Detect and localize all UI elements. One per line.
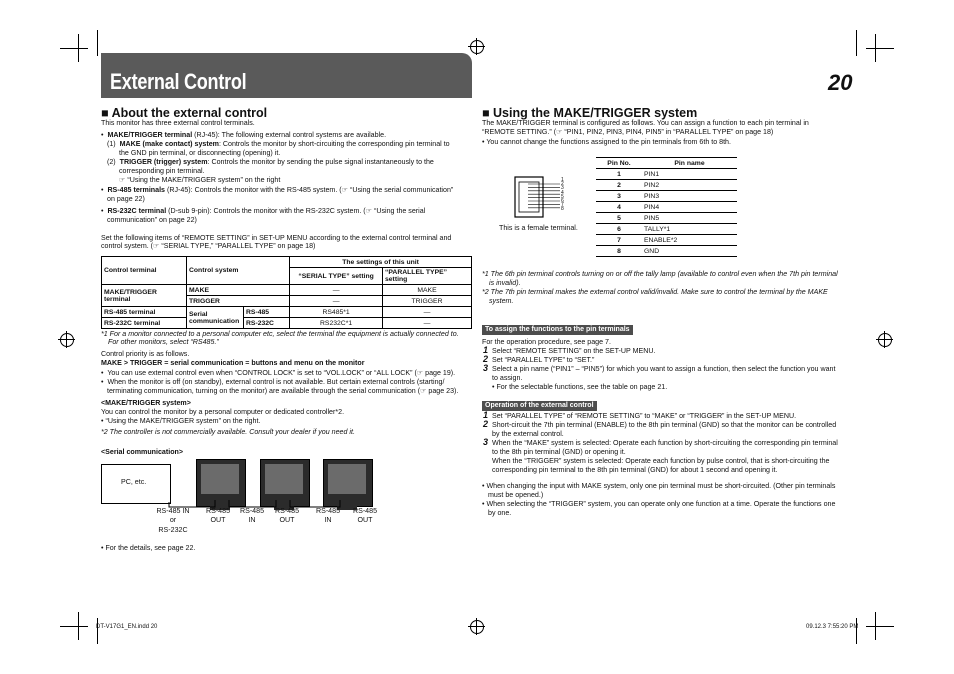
op-step-3-trigger-cont: corresponding pin terminal to the 8th pin terminal (GND) for about 1 second and opening it. — [492, 466, 778, 474]
th-pin-no: Pin No. — [596, 158, 642, 169]
registration-mark-right — [878, 333, 892, 347]
registration-mark-bottom — [470, 620, 484, 634]
op-step-3: When the “MAKE” system is selected: Operate each function by short-circuiting the corresponding pin terminal — [492, 439, 838, 447]
connector-pin-numbers: 1 2 3 4 5 6 7 8 — [561, 177, 564, 213]
make-trigger-heading: <MAKE/TRIGGER system> — [101, 399, 191, 407]
step-number: 1 — [483, 410, 489, 420]
bullet-rs485-cont: on page 22) — [107, 195, 145, 203]
cell-system: TRIGGER — [187, 296, 290, 307]
serial-heading: <Serial communication> — [101, 448, 184, 456]
left-intro: This monitor has three external control terminals. — [101, 119, 255, 127]
pin-name: PIN3 — [642, 191, 737, 202]
op-step-2-cont: by the external control. — [492, 430, 564, 438]
assign-step-2: Set “PARALLEL TYPE” to “SET.” — [492, 356, 595, 364]
step-number: 2 — [483, 419, 489, 429]
op-step-3-trigger: When the “TRIGGER” system is selected: Operate each function by pulse control, that is short-circuiting the — [492, 457, 830, 465]
cell-system: Serial communication — [187, 307, 244, 329]
step-number: 2 — [483, 354, 489, 364]
sub-trigger-cont: corresponding pin terminal. — [119, 167, 205, 175]
label-out-1: RS-485 OUT — [205, 507, 231, 525]
op-step-3-cont: to the 8th pin terminal (GND) or opening it. — [492, 448, 626, 456]
cell-terminal: RS-232C terminal — [102, 318, 187, 329]
pin-no: 8 — [596, 246, 642, 257]
sub-make: (1) MAKE (make contact) system: Controls the monitor by short-circuiting the corresponding pin terminal to — [107, 140, 450, 148]
registration-mark-left — [60, 333, 74, 347]
footnote-1: *1 The 6th pin terminal controls turning on or off the tally lamp (available to control even when the 7th pin terminal — [482, 270, 838, 278]
cell-parallel: TRIGGER — [383, 296, 472, 307]
th-pin-name: Pin name — [642, 158, 737, 169]
control-table — [101, 256, 472, 329]
registration-mark-top — [470, 40, 484, 54]
pin-name: TALLY*1 — [642, 224, 737, 235]
bullet-rs485: • RS-485 terminals (RJ-45): Controls the monitor with the RS-485 system. (☞ “Using the serial communication” — [101, 186, 454, 194]
label-rs485-in-or-rs232c: RS-485 IN or RS-232C — [156, 507, 190, 534]
sub-make-cont: the GND pin terminal, or disconnecting (opening) it. — [119, 149, 281, 157]
pin-no: 4 — [596, 202, 642, 213]
th-terminal: Control terminal — [102, 257, 187, 285]
pin-no: 5 — [596, 213, 642, 224]
step-number: 1 — [483, 345, 489, 355]
pin-name: GND — [642, 246, 737, 257]
pin-name: PIN4 — [642, 202, 737, 213]
bullet-make-trigger: • MAKE/TRIGGER terminal (RJ-45): The following external control systems are available. — [101, 131, 387, 139]
step-number: 3 — [483, 437, 489, 447]
cell-subsystem: RS-485 — [244, 307, 290, 318]
cell-parallel: MAKE — [383, 285, 472, 296]
note-2: *2 The controller is not commercially available. Consult your dealer if you need it. — [101, 428, 355, 436]
pin-name: PIN2 — [642, 180, 737, 191]
ref-link-make-trigger[interactable]: ☞ “Using the MAKE/TRIGGER system” on the right — [119, 176, 281, 184]
cell-terminal: RS-485 terminal — [102, 307, 187, 318]
th-serial: “SERIAL TYPE” setting — [290, 268, 383, 285]
set-text-1: Set the following items of “REMOTE SETTING” in SET-UP MENU according to the external control terminal and — [101, 234, 452, 242]
cell-subsystem: RS-232C — [244, 318, 290, 329]
footnote-1-cont: is invalid). — [489, 279, 521, 287]
assign-intro: For the operation procedure, see page 7. — [482, 338, 611, 346]
label-in-3: RS-485 IN — [315, 507, 341, 525]
assign-step-3-ref: • For the selectable functions, see the table on page 21. — [492, 383, 668, 391]
details-ref[interactable]: • For the details, see page 22. — [101, 544, 196, 552]
priority-bullet-1: • You can use external control even when “CONTROL LOCK” is set to “VOL.LOCK” or “ALL LOCK” (☞ page 19). — [101, 369, 456, 377]
cell-terminal: MAKE/TRIGGER terminal — [102, 285, 187, 307]
pin-name: ENABLE*2 — [642, 235, 737, 246]
pin-no: 6 — [596, 224, 642, 235]
pin-no: 7 — [596, 235, 642, 246]
th-system: Control system — [187, 257, 290, 285]
priority-bullet-2: • When the monitor is off (on standby), external control is not available. But certain external controls (starting/ — [101, 378, 445, 386]
pin-no: 1 — [596, 169, 642, 180]
right-intro-3: • You cannot change the functions assigned to the pin terminals from 6th to 8th. — [482, 138, 731, 146]
note-make-input-cont: must be opened.) — [488, 491, 544, 499]
right-intro-1: The MAKE/TRIGGER terminal is configured as follows. You can assign a function to each pin terminal in — [482, 119, 809, 127]
op-step-1: Set “PARALLEL TYPE” of “REMOTE SETTING” to “MAKE” or “TRIGGER” in the SET-UP MENU. — [492, 412, 797, 420]
page-number: 20 — [828, 70, 853, 95]
label-out-3: RS-485 OUT — [352, 507, 378, 525]
label-in-2: RS-485 IN — [239, 507, 265, 525]
pin-table — [596, 157, 737, 257]
sub-trigger: (2) TRIGGER (trigger) system: Controls the monitor by sending the pulse signal instantaneously to the — [107, 158, 434, 166]
title-bar — [101, 53, 472, 98]
page-title: External Control — [110, 69, 247, 94]
priority-text: Control priority is as follows. — [101, 350, 190, 358]
make-trigger-ref[interactable]: • “Using the MAKE/TRIGGER system” on the right. — [101, 417, 261, 425]
assign-step-1: Select “REMOTE SETTING” on the SET-UP MENU. — [492, 347, 656, 355]
footer-file: DT-V17G1_EN.indd 20 — [96, 624, 158, 630]
step-number: 3 — [483, 363, 489, 373]
note-trigger-cont: by one. — [488, 509, 512, 517]
th-settings: The settings of this unit — [290, 257, 472, 268]
note-make-input: • When changing the input with MAKE system, only one pin terminal must be short-circuited. (Other pin terminals — [482, 482, 836, 490]
cell-serial: — — [290, 285, 383, 296]
cell-parallel: — — [383, 318, 472, 329]
cell-serial: RS485*1 — [290, 307, 383, 318]
set-text-2: control system. (☞ “SERIAL TYPE,” “PARALLEL TYPE” on page 18) — [101, 242, 316, 250]
cell-parallel: — — [383, 307, 472, 318]
assign-band: To assign the functions to the pin terminals — [482, 325, 633, 335]
priority-order: MAKE > TRIGGER = serial communication = buttons and menu on the monitor — [101, 359, 365, 367]
priority-bullet-2-cont: terminating communication, turning on the monitor) are available through the serial communication (☞ page 23). — [107, 387, 459, 395]
cell-system: MAKE — [187, 285, 290, 296]
bullet-rs232c: • RS-232C terminal (D-sub 9-pin): Controls the monitor with the RS-232C system. (☞ “Using the serial — [101, 207, 426, 215]
th-parallel: “PARALLEL TYPE” setting — [383, 268, 472, 285]
footnote-2: *2 The 7th pin terminal makes the external control valid/invalid. Make sure to control the terminal by the MAKE — [482, 288, 828, 296]
make-trigger-text: You can control the monitor by a personal computer or dedicated controller*2. — [101, 408, 345, 416]
pin-name: PIN5 — [642, 213, 737, 224]
pin-no: 2 — [596, 180, 642, 191]
assign-step-3-cont: to assign. — [492, 374, 523, 382]
footnote-2-cont: system. — [489, 297, 514, 305]
right-intro-2: “REMOTE SETTING.” (☞ “PIN1, PIN2, PIN3, PIN4, PIN5” in “PARALLEL TYPE” on page 18) — [482, 128, 774, 136]
label-out-2: RS-485 OUT — [274, 507, 300, 525]
pc-label: PC, etc. — [121, 478, 147, 486]
pin-name: PIN1 — [642, 169, 737, 180]
footer-timestamp: 09.12.3 7:55:20 PM — [806, 624, 859, 630]
note-1-cont: For other monitors, select “RS485.” — [108, 338, 219, 346]
note-1: *1 For a monitor connected to a personal computer etc, select the terminal the equipment is actually connected to. — [101, 330, 459, 338]
cell-serial: RS232C*1 — [290, 318, 383, 329]
bullet-rs232c-cont: communication” on page 22) — [107, 216, 197, 224]
op-step-2: Short-circuit the 7th pin terminal (ENABLE) to the 8th pin terminal (GND) so that the monitor can be controlled — [492, 421, 837, 429]
operation-band: Operation of the external control — [482, 401, 597, 411]
cell-serial: — — [290, 296, 383, 307]
note-trigger: • When selecting the “TRIGGER” system, you can operate only one function at a time. Operate the functions one — [482, 500, 836, 508]
pin-no: 3 — [596, 191, 642, 202]
left-heading: ■ About the external control — [101, 106, 268, 120]
assign-step-3: Select a pin name (“PIN1” – “PIN5”) for which you want to assign a function, then select the function you want — [492, 365, 836, 373]
female-terminal-caption: This is a female terminal. — [499, 224, 578, 232]
right-heading: ■ Using the MAKE/TRIGGER system — [482, 106, 698, 120]
